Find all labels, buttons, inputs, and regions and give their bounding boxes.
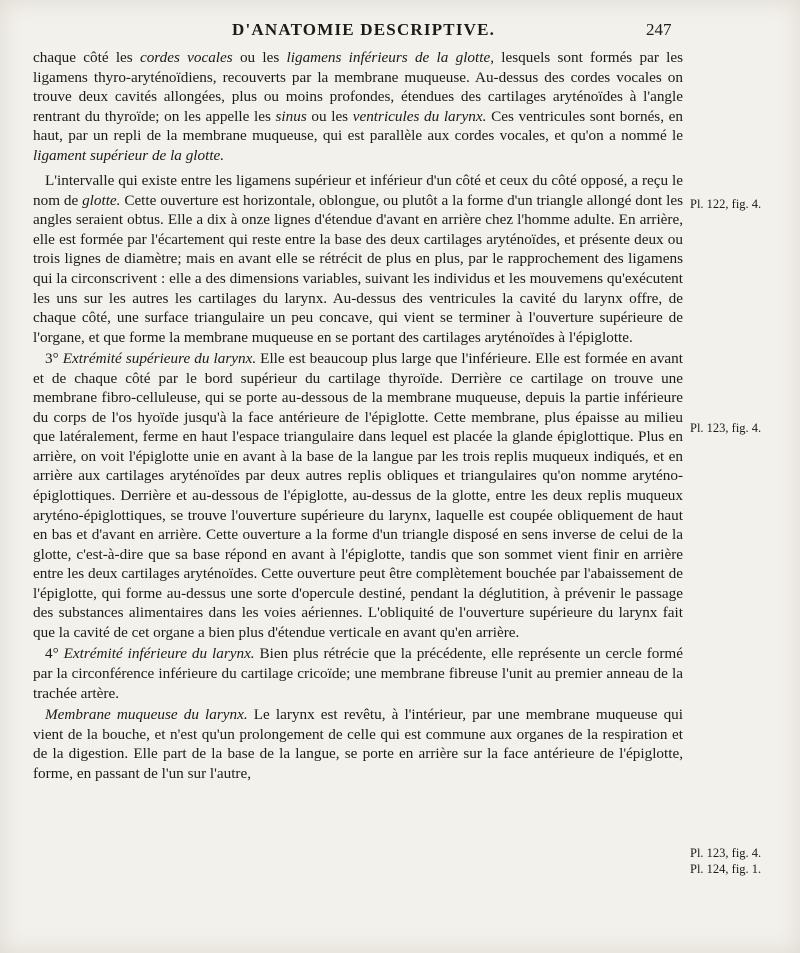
italic-term: Membrane muqueuse du larynx.: [45, 706, 248, 724]
text-run: Ces ventricules sont bornés, en haut, par un repli de la membrane muqueuse, qui est parallèle aux cordes vocales, et qu'on a nommé le: [33, 107, 683, 145]
text-run: ou les: [232, 49, 287, 66]
text-run: 4°: [45, 645, 64, 663]
italic-term: Extrémité inférieure du larynx.: [63, 645, 255, 663]
text-run: Elle est beaucoup plus large que l'inférieure. Elle est formée en avant et de chaque côté par le bord supérieur du cartilage thyroïde. Derrière ce cartilage on trouve une membrane fibro-celluleuse, qui se porte au-dessous de la membrane muqueuse, depuis la partie inférieure du corps de l'os hyoïde jusqu'à la face antérieure de l'épiglotte. Cette membrane, plus épaisse au milieu que latéralement, ferme en haut l'espace triangulaire dans lequel est placée la glande épiglottique. Plus en arrière, on voit l'épiglotte unie en avant à la base de la langue par les trois replis muqueux indiqués, et en arrière aux cartilages aryténoïdes par deux autres replis obliques et triangulaires qu'on nomme aryténo-épiglottiques. Derrière et au-dessous de l'épiglotte, au-dessus de la glotte, entre les deux replis muqueux aryténo-épiglottiques, se trouve l'ouverture supérieure du larynx, laquelle est coupée obliquement de haut en bas et d'avant en arrière. Cette ouverture a la forme d'un triangle disposé en sens inverse de celui de la glotte, c'est-à-dire que sa base répond en avant à l'épiglotte, tandis que son sommet vient finir en arrière entre les deux cartilages aryténoïdes. Cette ouverture peut être complètement bouchée par l'abaissement de l'épiglotte, qui forme au-dessus une sorte d'opercule destiné, pendant la déglutition, à prévenir le passage des substances alimentaires dans les voies aériennes. L'obliquité de l'ouverture supérieure du larynx fait que la cavité de cet organe a bien plus d'étendue verticale en avant qu'en arrière.: [33, 350, 683, 641]
paragraph-glotte: [33, 171, 683, 347]
paragraph-cordes-vocales: [33, 48, 683, 165]
text-run: Cette ouverture est horizontale, oblongue, ou plutôt a la forme d'un triangle allongé dont les angles seraient obtus. Elle a dix à onze lignes d'étendue d'avant en arrière chez l'homme adulte. En arrière, elle est formée par l'écartement qui reste entre la base des deux cartilages aryténoïdes, et présente deux ou trois lignes de diamètre; mais en avant elle se rétrécit de plus en plus, par le rapprochement des ligamens qui la circonscrivent : elle a des dimensions variables, suivant les individus et les mouvemens qu'exécutent les uns sur les autres les cartilages du larynx. Au-dessus des ventricules la cavité du larynx offre, de chaque côté, une surface triangulaire un peu concave, qui vient se terminer à l'ouverture supérieure de l'organe, et que forme la membrane muqueuse en se portant des cartilages aryténoïdes à l'épiglotte.: [33, 191, 683, 346]
italic-term: Extrémité supérieure du larynx.: [62, 350, 257, 368]
text-run: chaque côté les: [33, 49, 140, 66]
paragraph-extremite-superieure: [33, 349, 683, 642]
paragraph-membrane-muqueuse: [33, 705, 683, 783]
running-title: D'ANATOMIE DESCRIPTIVE.: [232, 20, 496, 39]
italic-term: sinus: [275, 107, 307, 125]
margin-note-plate-ref: Pl. 124, fig. 1.: [690, 862, 762, 876]
italic-term: ligament supérieur de la glotte.: [33, 146, 225, 164]
margin-note-plate-ref: Pl. 123, fig. 4.: [690, 421, 762, 435]
text-run: L'intervalle qui existe entre les ligamens supérieur et inférieur d'un côté et ceux du côté opposé, a reçu le nom de: [33, 172, 683, 209]
text-run: Bien plus rétrécie que la précédente, elle représente un cercle formé par la circonférence inférieure du cartilage cricoïde; une membrane fibreuse l'unit au premier anneau de la trachée artère.: [33, 645, 683, 702]
italic-term: cordes vocales: [139, 49, 233, 66]
text-run: ou les: [306, 107, 353, 125]
text-run: , lesquels sont formés par les ligamens thyro-aryténoïdiens, recouverts par la membrane muqueuse. Au-dessus des cordes vocales on trouve deux cavités allongées, plus ou moins profondes, étendues des cartilages aryténoïdes à l'angle rentrant du thyroïde; on les appelle les: [33, 49, 684, 125]
italic-term: glotte.: [82, 191, 121, 209]
margin-note-plate-ref: Pl. 123, fig. 4.: [690, 846, 762, 860]
page-number: 247: [646, 20, 672, 39]
body-text: [33, 48, 683, 785]
italic-term: ligamens inférieurs de la glotte: [286, 49, 491, 66]
paragraph-extremite-inferieure: [33, 644, 683, 703]
text-run: Le larynx est revêtu, à l'intérieur, par une membrane muqueuse qui vient de la bouche, et n'est qu'un prolongement de celle qui est commune aux organes de la respiration et de la digestion. Elle part de la base de la langue, se porte en arrière sur la face antérieure de l'épiglotte, forme, en passant de l'un sur l'autre,: [33, 706, 683, 782]
running-head: [0, 20, 800, 44]
text-run: 3°: [45, 350, 63, 368]
italic-term: ventricules du larynx.: [352, 107, 487, 125]
margin-note-plate-ref: Pl. 122, fig. 4.: [690, 197, 762, 211]
